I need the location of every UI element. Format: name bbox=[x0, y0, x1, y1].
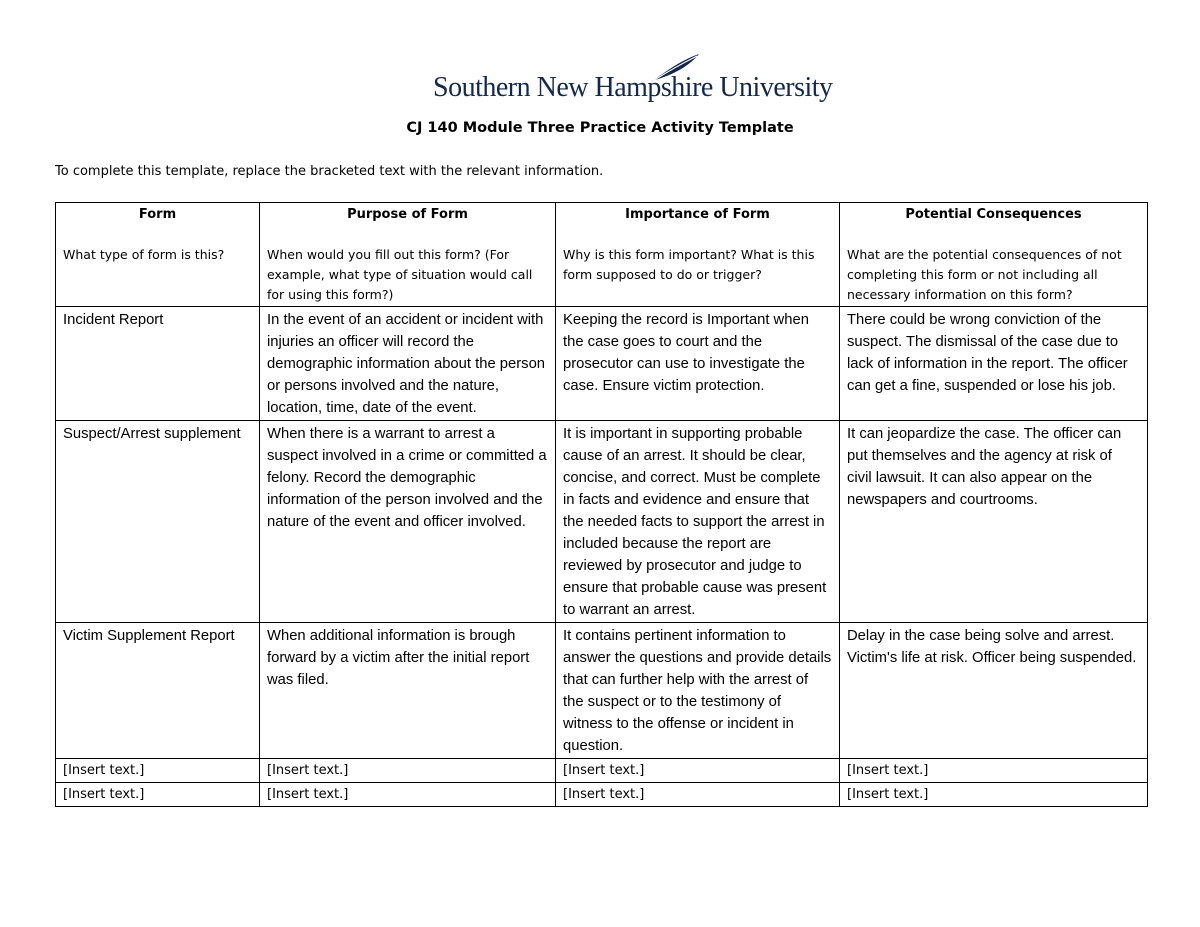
table-cell[interactable]: Keeping the record is Important when the case goes to court and the prosecutor can use to investigate the case. Ensure victim protection. bbox=[556, 307, 840, 421]
table-cell[interactable]: In the event of an accident or incident with injuries an officer will record the demographic information about the person or persons involved and the nature, location, time, date of the event. bbox=[260, 307, 556, 421]
table-cell[interactable]: Suspect/Arrest supplement bbox=[56, 421, 260, 623]
insert-text-cell[interactable]: [Insert text.] bbox=[260, 759, 556, 783]
insert-text-cell[interactable]: [Insert text.] bbox=[556, 783, 840, 807]
university-name: Southern New Hampshire University bbox=[433, 72, 833, 103]
table-row bbox=[56, 783, 1148, 807]
column-prompt: Why is this form important? What is this form supposed to do or trigger? bbox=[563, 247, 815, 282]
insert-text-cell[interactable]: [Insert text.] bbox=[56, 783, 260, 807]
column-title: Form bbox=[138, 207, 177, 222]
insert-text-cell[interactable]: [Insert text.] bbox=[840, 783, 1148, 807]
table-header-row bbox=[56, 203, 1148, 307]
table-cell[interactable]: There could be wrong conviction of the suspect. The dismissal of the case due to lack of information in the report. The officer can get a fine, suspended or lose his job. bbox=[840, 307, 1148, 421]
column-prompt: When would you fill out this form? (For example, what type of situation would call for using this form?) bbox=[267, 247, 533, 302]
table-cell[interactable]: Incident Report bbox=[56, 307, 260, 421]
column-header-consequences bbox=[840, 203, 1148, 307]
table-cell[interactable]: Delay in the case being solve and arrest. Victim's life at risk. Officer being suspended. bbox=[840, 623, 1148, 759]
instructions-text: To complete this template, replace the bracketed text with the relevant information. bbox=[55, 164, 604, 179]
table-cell[interactable]: Victim Supplement Report bbox=[56, 623, 260, 759]
table-cell[interactable]: It can jeopardize the case. The officer can put themselves and the agency at risk of civil lawsuit. It can also appear on the newspapers and courtrooms. bbox=[840, 421, 1148, 623]
table-cell[interactable]: It contains pertinent information to answer the questions and provide details that can further help with the arrest of the suspect or to the testimony of witness to the offense or incident in question. bbox=[556, 623, 840, 759]
insert-text-cell[interactable]: [Insert text.] bbox=[56, 759, 260, 783]
column-header-purpose bbox=[260, 203, 556, 307]
forms-table bbox=[55, 202, 1148, 807]
table-row bbox=[56, 421, 1148, 623]
column-prompt: What type of form is this? bbox=[63, 247, 225, 262]
table-cell[interactable]: When additional information is brough forward by a victim after the initial report was filed. bbox=[260, 623, 556, 759]
column-title: Purpose of Form bbox=[347, 207, 468, 222]
table-row bbox=[56, 759, 1148, 783]
table-cell[interactable]: When there is a warrant to arrest a suspect involved in a crime or committed a felony. Record the demographic information of the person involved and the nature of the event and officer involved. bbox=[260, 421, 556, 623]
table-row bbox=[56, 307, 1148, 421]
table-row bbox=[56, 623, 1148, 759]
column-header-form bbox=[56, 203, 260, 307]
column-header-importance bbox=[556, 203, 840, 307]
university-logo bbox=[433, 52, 833, 104]
insert-text-cell[interactable]: [Insert text.] bbox=[260, 783, 556, 807]
insert-text-cell[interactable]: [Insert text.] bbox=[840, 759, 1148, 783]
column-title: Importance of Form bbox=[625, 207, 770, 222]
insert-text-cell[interactable]: [Insert text.] bbox=[556, 759, 840, 783]
column-prompt: What are the potential consequences of not completing this form or not including all necessary information on this form? bbox=[847, 247, 1122, 302]
column-title: Potential Consequences bbox=[905, 207, 1082, 222]
table-cell[interactable]: It is important in supporting probable cause of an arrest. It should be clear, concise, and correct. Must be complete in facts and evidence and ensure that the needed facts to support the arrest in included because the report are reviewed by prosecutor and judge to ensure that probable cause was present to warrant an arrest. bbox=[556, 421, 840, 623]
page-title: CJ 140 Module Three Practice Activity Template bbox=[406, 120, 794, 136]
